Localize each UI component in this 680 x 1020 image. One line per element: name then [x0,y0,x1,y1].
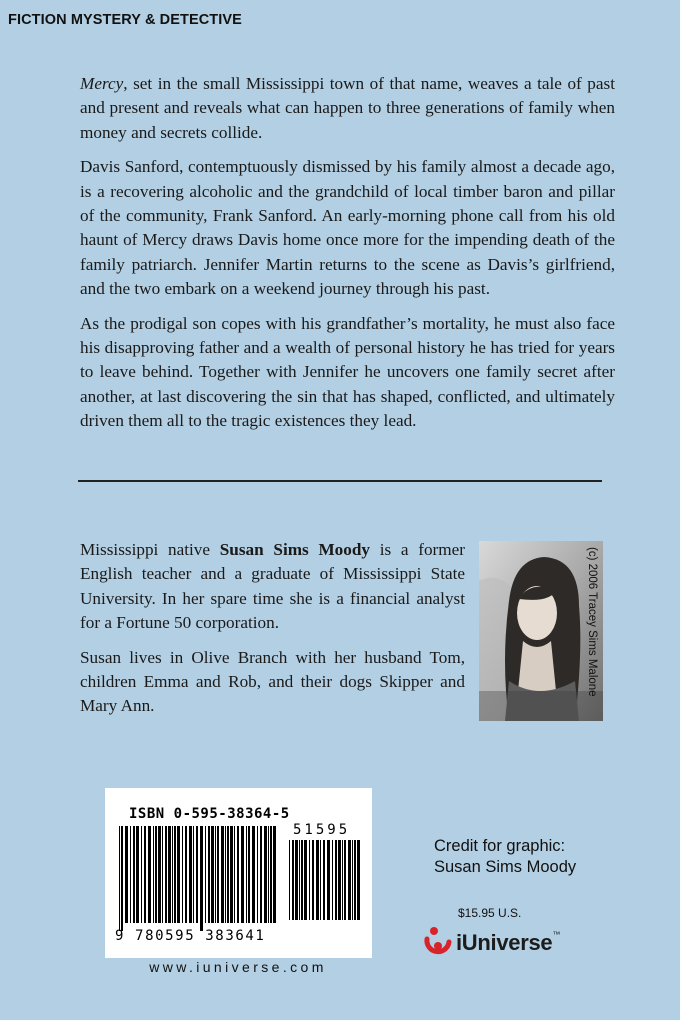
barcode-bar [304,840,307,920]
publisher-logo [423,925,560,961]
barcode-bar [273,826,276,923]
barcode-bar [158,826,161,923]
author-name: Susan Sims Moody [219,540,371,559]
ean-number: 9 780595 383641 [115,928,266,944]
barcode-bar [312,840,314,920]
barcode-bar [215,826,216,923]
isbn-text: ISBN 0-595-38364-5 [129,806,290,822]
barcode-bar [234,826,235,923]
publisher-name [456,930,560,956]
barcode-bar [332,840,333,920]
barcode-bar [268,826,269,923]
barcode-bar [205,826,206,923]
barcode-bar [136,826,139,923]
publisher-url: www.iuniverse.com [149,959,327,975]
barcode-bar [352,840,353,920]
barcode-bar [168,826,171,923]
barcode-bar [316,840,319,920]
barcode-bar [227,826,229,923]
barcode-bar [182,826,183,923]
barcode-bar [338,840,341,920]
addon-price-code: 51595 [293,822,351,838]
barcode-bar [162,826,163,923]
graphic-credit [434,836,576,878]
ean-barcode [119,826,279,931]
barcode-bar [260,826,262,923]
publisher-name-text: iUniverse [456,930,553,955]
barcode-bar [295,840,298,920]
barcode-bar [211,826,214,923]
graphic-credit-line-1: Credit for graphic: [434,837,566,855]
barcode-bar [217,826,219,923]
addon-barcode [289,840,361,928]
barcode-bar [221,826,224,923]
author-bio [80,538,465,729]
barcode-bar [153,826,154,923]
barcode-bar [185,826,187,923]
barcode-bar [200,826,203,931]
barcode-bar [323,840,325,920]
barcode-bar [189,826,192,923]
barcode-bar [344,840,346,920]
book-title-italic: Mercy [80,74,124,93]
barcode-bar [299,840,300,920]
barcode-area [105,788,372,958]
description-paragraph-1 [80,72,615,145]
barcode-bar [165,826,167,923]
bio-paragraph-1-post: is a former English teacher and a graduate of Mississippi State University. In her spare time she is a financial analyst for a Fortune 50 corporation. [80,540,465,633]
barcode-bar [230,826,233,923]
barcode-bar [125,826,128,923]
barcode-bar [292,840,294,920]
barcode-bar [208,826,210,923]
barcode-bar [133,826,135,923]
barcode-bar [248,826,250,923]
barcode-bar [193,826,194,923]
photo-credit: (c) 2006 Tracey Sims Malone [586,547,598,697]
barcode-bar [257,826,258,923]
author-photo [479,541,603,721]
barcode-bar [130,826,131,923]
barcode-bar [144,826,146,923]
iuniverse-swirl-icon [423,926,453,960]
barcode-bar [155,826,157,923]
barcode-bar [354,840,356,920]
barcode-bar [252,826,255,923]
price-label: $15.95 U.S. [458,906,522,920]
barcode-bar [121,826,123,931]
section-divider [78,480,602,482]
trademark-symbol: ™ [552,930,561,939]
barcode-bar [320,840,321,920]
description-paragraph-1-text: , set in the small Mississippi town of that name, weaves a tale of past and present and reveals what can happen to three generations of family when money and secrets collide. [80,74,615,142]
genre-label: FICTION MYSTERY & DETECTIVE [8,12,242,28]
barcode-bar [335,840,337,920]
barcode-bar [119,826,120,931]
bio-paragraph-1 [80,538,465,636]
barcode-bar [309,840,310,920]
barcode-bar [174,826,176,923]
barcode-bar [357,840,360,920]
barcode-bar [246,826,247,923]
barcode-bar [264,826,267,923]
barcode-bar [327,840,330,920]
barcode-bar [270,826,272,923]
bio-paragraph-1-pre: Mississippi native [80,540,220,559]
barcode-bar [289,840,290,920]
barcode-bar [148,826,151,923]
barcode-bar [348,840,351,920]
description-paragraph-3: As the prodigal son copes with his grandfather’s mortality, he must also face his disapproving father and a wealth of personal history he has tried for years to leave behind. Together with Jennifer he uncovers one family secret after another, at last discovering the sin that has shaped, conflicted, and ultimately driven them all to the tragic existences they lead. [80,313,615,431]
barcode-bar [237,826,239,923]
barcode-bar [225,826,226,923]
description-paragraph-2: Davis Sanford, contemptuously dismissed by his family almost a decade ago, is a recovering alcoholic and the grandchild of local timber baron and pillar of the community, Frank Sanford. An early-morning phone call from his old haunt of Mercy draws Davis home once more for the impending death of the family patriarch. Jennifer Martin returns to the scene as Davis’s girlfriend, and the two embark on a weekend journey through his past. [80,157,615,299]
barcode-bar [177,826,180,923]
graphic-credit-line-2: Susan Sims Moody [434,858,577,876]
barcode-bar [141,826,142,923]
barcode-bar [301,840,303,920]
bio-paragraph-2: Susan lives in Olive Branch with her husband Tom, children Emma and Rob, and their dogs Skipper and Mary Ann. [80,647,465,716]
book-description [80,72,615,444]
barcode-bar [342,840,343,920]
barcode-bar [172,826,173,923]
barcode-bar [241,826,244,923]
barcode-bar [196,826,198,923]
